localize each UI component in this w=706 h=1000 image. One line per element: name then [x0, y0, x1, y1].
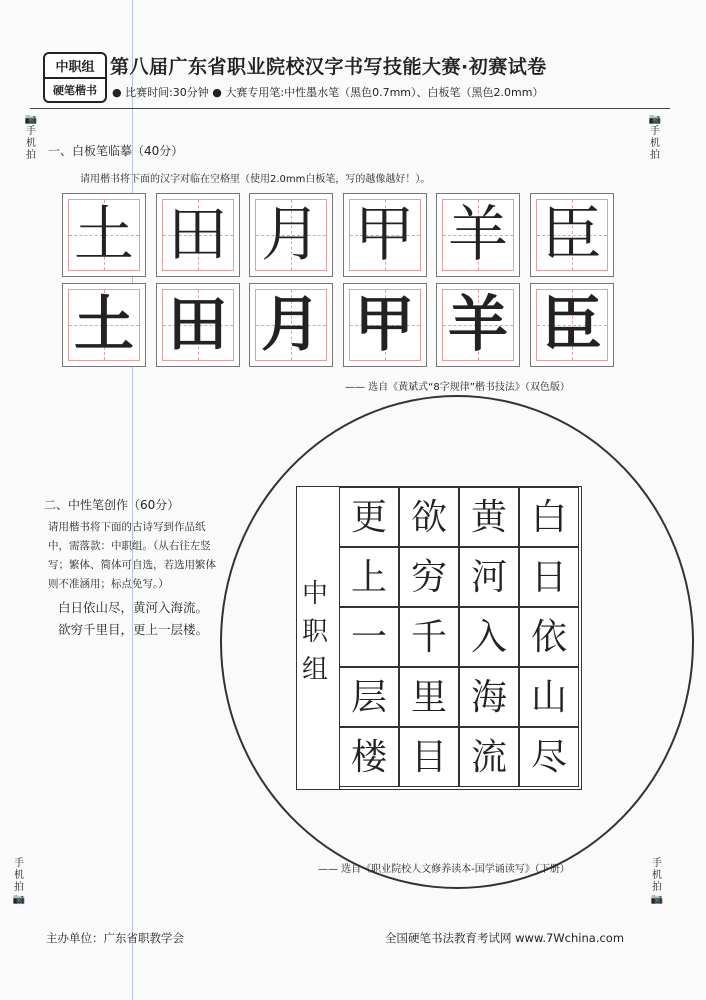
header-divider	[30, 108, 670, 109]
side-label-top-left: 📷 手机拍	[24, 114, 38, 161]
poem-character: 欲	[399, 487, 459, 547]
page-title: 第八届广东省职业院校汉字书写技能大赛·初赛试卷	[110, 56, 547, 78]
copy-cell	[530, 193, 614, 277]
group-badge	[43, 52, 107, 103]
poem-character: 海	[459, 667, 519, 727]
copy-character: 田	[167, 200, 228, 270]
exam-website: 全国硬笔书法教育考试网 www.7Wchina.com	[385, 931, 625, 945]
poem-character: 上	[339, 547, 399, 607]
copy-character: 土	[74, 290, 134, 360]
section2-heading: 二、中性笔创作（60分）	[44, 498, 180, 512]
poem-character: 日	[519, 547, 579, 607]
poem-character: 目	[399, 727, 459, 787]
poem-character: 流	[459, 727, 519, 787]
camera-icon: 📷	[650, 894, 664, 905]
copy-cell	[343, 193, 427, 277]
copy-cell	[156, 193, 240, 277]
poem-character: 层	[339, 667, 399, 727]
poem-character: 黄	[459, 487, 519, 547]
composition-grid	[296, 486, 582, 790]
copy-character: 月	[261, 290, 321, 360]
side-label-top-right: 📷 手机拍	[648, 114, 662, 161]
signature: 中职组	[301, 579, 328, 685]
organizer: 主办单位：广东省职教学会	[46, 931, 184, 945]
copy-character: 羊	[448, 200, 508, 270]
poem-character: 尽	[519, 727, 579, 787]
copy-character: 土	[74, 200, 134, 270]
side-label-bottom-left: 手机拍 📷	[12, 858, 26, 905]
copy-character: 甲	[354, 200, 415, 270]
poem-character: 白	[519, 487, 579, 547]
section1-source: —— 选自《黄斌式“8字规律”楷书技法》（双色版）	[345, 382, 570, 393]
copy-cell	[343, 283, 427, 367]
poem-character: 穷	[399, 547, 459, 607]
poem-line-2: 欲穷千里目，更上一层楼。	[58, 622, 209, 637]
poem-character: 依	[519, 607, 579, 667]
side-label-bottom-right: 手机拍 📷	[650, 858, 664, 905]
section1-instruction: 请用楷书将下面的汉字对临在空格里（使用2.0mm白板笔，写的越像越好！）。	[80, 174, 431, 185]
section1-heading: 一、白板笔临摹（40分）	[48, 144, 184, 158]
copy-cell	[249, 283, 333, 367]
copy-cell	[156, 283, 240, 367]
section2-instruction: 请用楷书将下面的古诗写到作品纸中，需落款：中职组。（从右往左竖写；繁体、简体可自选，若选用繁体则不准涵用；标点免写。）	[48, 521, 216, 590]
section2-source: —— 选自《职业院校人文修养读本-国学诵读写》（下册）	[318, 864, 570, 875]
copy-character: 羊	[448, 290, 508, 360]
copy-cell	[249, 193, 333, 277]
copy-cell	[436, 193, 520, 277]
poem-character: 楼	[339, 727, 399, 787]
copy-cell	[62, 283, 146, 367]
poem-character: 千	[399, 607, 459, 667]
copy-character: 田	[167, 290, 228, 360]
copy-character: 臣	[541, 290, 602, 360]
copy-cell	[436, 283, 520, 367]
camera-icon: 📷	[24, 114, 38, 125]
poem-character: 里	[399, 667, 459, 727]
camera-icon: 📷	[648, 114, 662, 125]
copy-cell	[530, 283, 614, 367]
poem-line-1: 白日依山尽，黄河入海流。	[58, 600, 209, 615]
badge-category: 硬笔楷书	[53, 84, 97, 97]
exam-info: ● 比赛时间:30分钟 ● 大赛专用笔:中性墨水笔（黑色0.7mm）、白板笔（黑色2.0mm）	[112, 86, 544, 99]
poem-character: 入	[459, 607, 519, 667]
badge-group: 中职组	[45, 54, 105, 79]
copy-character: 甲	[354, 290, 415, 360]
camera-icon: 📷	[12, 894, 26, 905]
poem-character: 更	[339, 487, 399, 547]
copy-cell	[62, 193, 146, 277]
copy-character: 月	[261, 200, 321, 270]
poem-character: 山	[519, 667, 579, 727]
poem-character: 河	[459, 547, 519, 607]
poem-character: 一	[339, 607, 399, 667]
copy-character: 臣	[541, 200, 602, 270]
